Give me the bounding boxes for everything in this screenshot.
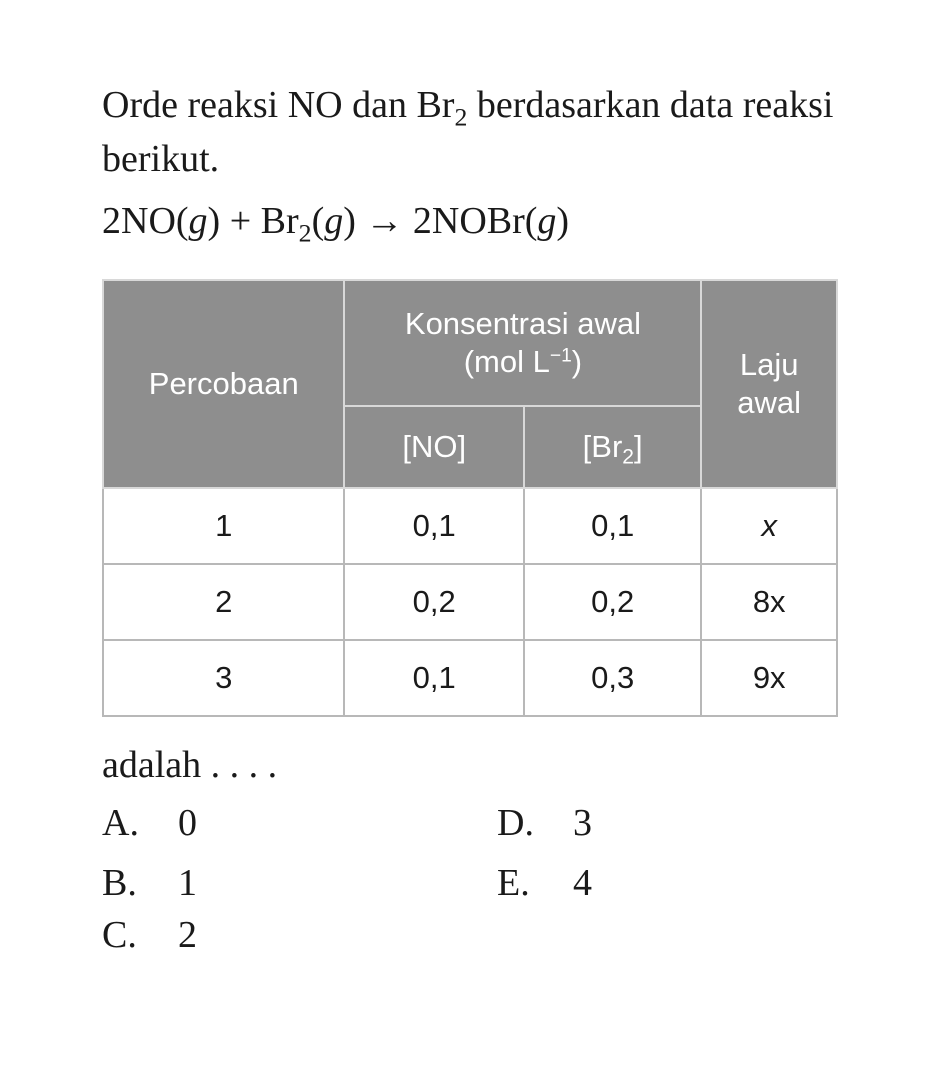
- option-key: D.: [497, 802, 534, 844]
- option-key: E.: [497, 862, 530, 904]
- option-c[interactable]: [102, 908, 197, 962]
- cell-percobaan: 2: [103, 564, 344, 640]
- option-b[interactable]: [102, 856, 197, 910]
- option-value: 4: [573, 862, 592, 904]
- option-key: A.: [102, 802, 139, 844]
- header-no: [NO]: [344, 406, 523, 488]
- prompt-text: adalah . . . .: [102, 744, 278, 786]
- data-table: [102, 279, 838, 717]
- option-value: 2: [178, 914, 197, 956]
- table-row: [103, 564, 837, 640]
- cell-no: 0,1: [344, 640, 523, 716]
- cell-laju: x: [701, 488, 837, 564]
- cell-laju: 8x: [701, 564, 837, 640]
- table-row: [103, 488, 837, 564]
- option-key: B.: [102, 862, 137, 904]
- cell-br2: 0,1: [524, 488, 701, 564]
- option-key: C.: [102, 914, 137, 956]
- cell-laju: 9x: [701, 640, 837, 716]
- option-d[interactable]: [497, 796, 592, 850]
- reaction-equation: $2NO(g) + Br_2(g)$ → 2NOBr(g): [102, 200, 570, 248]
- option-a[interactable]: [102, 796, 197, 850]
- question-text: Orde reaksi NO dan $Br_2$ berdasarkan data reaksi berikut.: [102, 84, 834, 180]
- header-percobaan: Percobaan: [103, 280, 344, 488]
- cell-br2: 0,2: [524, 564, 701, 640]
- cell-percobaan: 1: [103, 488, 344, 564]
- header-konsentrasi: Konsentrasi awal (mol $L^{-1}$): [344, 280, 701, 406]
- header-laju-awal: Laju awal: [701, 280, 837, 488]
- option-value: 1: [178, 862, 197, 904]
- option-e[interactable]: [497, 856, 592, 910]
- option-value: 0: [178, 802, 197, 844]
- header-br2: $[Br_2]$: [524, 406, 701, 488]
- cell-br2: 0,3: [524, 640, 701, 716]
- cell-no: 0,1: [344, 488, 523, 564]
- cell-no: 0,2: [344, 564, 523, 640]
- option-value: 3: [573, 802, 592, 844]
- table-row: [103, 640, 837, 716]
- cell-percobaan: 3: [103, 640, 344, 716]
